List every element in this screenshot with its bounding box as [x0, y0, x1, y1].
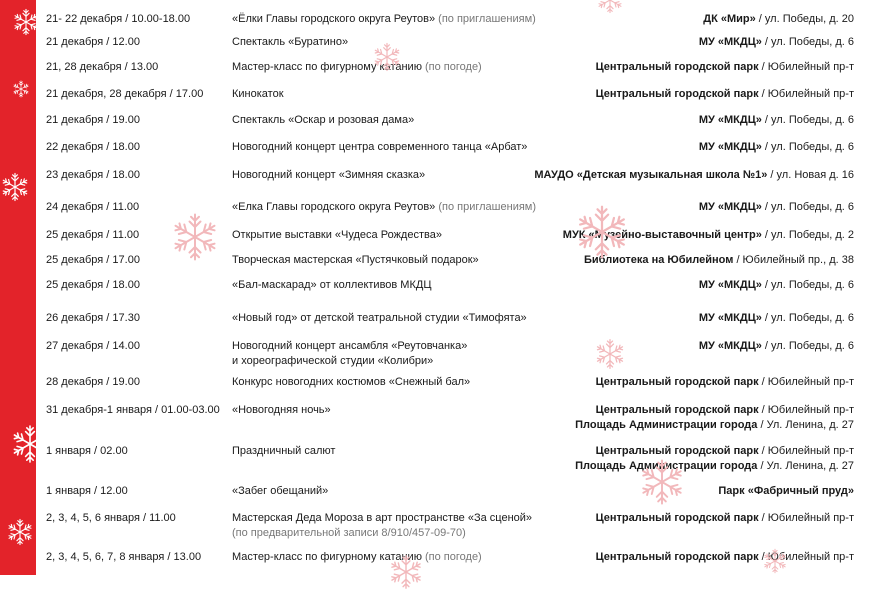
- venue-line: [563, 228, 854, 243]
- venue-name: Центральный городской парк: [595, 551, 759, 563]
- event-line: [232, 87, 562, 102]
- venue-line: [699, 278, 854, 293]
- event-line: [232, 550, 562, 565]
- venue-address: / ул. Победы, д. 6: [761, 36, 854, 48]
- event-line: [232, 113, 562, 128]
- event-title: [232, 375, 562, 390]
- event-venue: [699, 113, 854, 128]
- venue-address: / Юбилейный пр-т: [758, 551, 854, 563]
- event-date: 28 декабря / 19.00: [46, 376, 140, 388]
- event-date: 31 декабря-1 января / 01.00-03.00: [46, 404, 220, 416]
- event-line: [232, 375, 562, 390]
- event-text: «Новогодняя ночь»: [232, 404, 331, 416]
- event-date: 23 декабря / 18.00: [46, 169, 140, 181]
- event-venue: [584, 253, 854, 268]
- event-line: [232, 403, 562, 418]
- event-title: [232, 403, 562, 418]
- event-title: [232, 228, 562, 243]
- event-date: 2, 3, 4, 5, 6 января / 11.00: [46, 512, 176, 524]
- event-note: (по погоде): [421, 551, 482, 563]
- venue-name: Центральный городской парк: [595, 512, 759, 524]
- venue-name: ДК «Мир»: [703, 13, 756, 25]
- venue-name: Центральный городской парк: [595, 61, 759, 73]
- event-date: 21, 28 декабря / 13.00: [46, 61, 159, 73]
- venue-address: / Ул. Ленина, д. 27: [757, 419, 854, 431]
- event-date: 21 декабря / 12.00: [46, 36, 140, 48]
- event-venue: [596, 550, 854, 565]
- event-line: [232, 168, 562, 183]
- event-venue: [699, 278, 854, 293]
- event-title: [232, 60, 562, 75]
- event-title: [232, 311, 562, 326]
- event-line: [232, 253, 562, 268]
- event-line: [232, 311, 562, 326]
- event-line: [232, 339, 562, 354]
- event-venue: [699, 35, 854, 50]
- venue-name: МУ «МКДЦ»: [698, 201, 762, 213]
- venue-address: / ул. Победы, д. 6: [761, 141, 854, 153]
- venue-name: Площадь Администрации города: [575, 419, 758, 431]
- venue-name: МУК «Музейно-выставочный центр»: [562, 229, 762, 241]
- venue-line: [699, 311, 854, 326]
- venue-address: / ул. Победы, д. 6: [761, 114, 854, 126]
- venue-name: МУ «МКДЦ»: [698, 141, 762, 153]
- venue-line: [596, 511, 854, 526]
- venue-name: Центральный городской парк: [595, 88, 759, 100]
- event-venue: [575, 403, 854, 433]
- venue-name: МУ «МКДЦ»: [698, 340, 762, 352]
- event-text: Мастер-класс по фигурному катанию: [232, 551, 422, 563]
- event-line: [232, 60, 562, 75]
- event-venue: [699, 339, 854, 354]
- venue-line: [596, 375, 854, 390]
- venue-name: Центральный городской парк: [595, 376, 759, 388]
- event-line: [232, 140, 562, 155]
- event-venue: [596, 60, 854, 75]
- event-text: Конкурс новогодних костюмов «Снежный бал»: [232, 376, 471, 388]
- event-title: [232, 550, 562, 565]
- event-date: 22 декабря / 18.00: [46, 141, 140, 153]
- event-note: (по приглашениям): [435, 13, 536, 25]
- venue-address: / Юбилейный пр-т: [758, 376, 854, 388]
- venue-line: [575, 444, 854, 459]
- event-line: [232, 444, 562, 459]
- event-note: (по приглашениям): [435, 201, 537, 213]
- venue-line: [718, 484, 854, 499]
- venue-name: МУ «МКДЦ»: [698, 312, 762, 324]
- event-date: 1 января / 12.00: [46, 485, 128, 497]
- event-text: Новогодний концерт центра современного танца «Арбат»: [232, 141, 528, 153]
- event-title: [232, 484, 562, 499]
- event-venue: [596, 87, 854, 102]
- venue-address: / ул. Новая д. 16: [767, 169, 854, 181]
- event-line: [232, 278, 562, 293]
- event-title: [232, 511, 562, 541]
- event-date: 1 января / 02.00: [46, 445, 128, 457]
- venue-address: / Юбилейный пр-т: [758, 445, 854, 457]
- event-line: [232, 511, 562, 526]
- event-text: Праздничный салют: [232, 445, 336, 457]
- event-title: [232, 444, 562, 459]
- venue-address: / Юбилейный пр-т: [758, 61, 854, 73]
- event-date: 24 декабря / 11.00: [46, 201, 140, 213]
- event-line: [232, 228, 562, 243]
- event-venue: [563, 228, 854, 243]
- venue-address: / ул. Победы, д. 6: [761, 279, 854, 291]
- event-text: Мастер-класс по фигурному катанию: [232, 61, 422, 73]
- event-text: Спектакль «Буратино»: [232, 36, 349, 48]
- event-venue: [718, 484, 854, 499]
- venue-line: [596, 60, 854, 75]
- venue-address: / ул. Победы, д. 6: [761, 312, 854, 324]
- event-text: Кинокаток: [232, 88, 284, 100]
- event-date: 21- 22 декабря / 10.00-18.00: [46, 13, 191, 25]
- venue-line: [699, 35, 854, 50]
- venue-name: МУ «МКДЦ»: [698, 36, 762, 48]
- event-text: Творческая мастерская «Пустячковый подарок»: [232, 254, 479, 266]
- event-line: [232, 200, 562, 215]
- event-text: «Новый год» от детской театральной студии «Тимофята»: [232, 312, 527, 324]
- event-venue: [699, 311, 854, 326]
- event-note: (по предварительной записи 8/910/457-09-70): [232, 527, 466, 539]
- venue-name: Центральный городской парк: [595, 445, 759, 457]
- venue-line: [699, 339, 854, 354]
- venue-name: Центральный городской парк: [595, 404, 759, 416]
- event-date: 21 декабря / 19.00: [46, 114, 140, 126]
- event-date: 21 декабря, 28 декабря / 17.00: [46, 88, 204, 100]
- event-title: [232, 140, 562, 155]
- event-venue: [699, 140, 854, 155]
- venue-line: [596, 87, 854, 102]
- event-venue: [534, 168, 854, 183]
- event-date: 25 декабря / 17.00: [46, 254, 140, 266]
- event-venue: [575, 444, 854, 474]
- event-text: «Елка Главы городского округа Реутов»: [232, 201, 436, 213]
- event-title: [232, 35, 562, 50]
- venue-address: / Юбилейный пр-т: [758, 88, 854, 100]
- event-text: «Забег обещаний»: [232, 485, 329, 497]
- event-text: Спектакль «Оскар и розовая дама»: [232, 114, 415, 126]
- venue-line: [575, 459, 854, 474]
- event-venue: [703, 12, 854, 27]
- event-text: «Ёлки Главы городского округа Реутов»: [232, 13, 436, 25]
- venue-line: [703, 12, 854, 27]
- venue-line: [575, 403, 854, 418]
- event-text: и хореографической студии «Колибри»: [232, 355, 434, 367]
- venue-address: / Юбилейный пр., д. 38: [733, 254, 854, 266]
- venue-name: Площадь Администрации города: [575, 460, 758, 472]
- event-title: [232, 339, 562, 369]
- event-date: 2, 3, 4, 5, 6, 7, 8 января / 13.00: [46, 551, 202, 563]
- event-title: [232, 113, 562, 128]
- event-venue: [699, 200, 854, 215]
- event-text: Новогодний концерт ансамбля «Реутовчанка»: [232, 340, 468, 352]
- event-text: Открытие выставки «Чудеса Рождества»: [232, 229, 442, 241]
- event-date: 25 декабря / 18.00: [46, 279, 140, 291]
- venue-line: [534, 168, 854, 183]
- venue-name: Парк «Фабричный пруд»: [718, 485, 854, 497]
- venue-address: / ул. Победы, д. 20: [755, 13, 854, 25]
- event-title: [232, 253, 562, 268]
- venue-name: МУ «МКДЦ»: [698, 279, 762, 291]
- event-line: [232, 526, 562, 541]
- event-title: [232, 278, 562, 293]
- event-venue: [596, 375, 854, 390]
- venue-line: [575, 418, 854, 433]
- venue-address: / Юбилейный пр-т: [758, 512, 854, 524]
- event-title: [232, 168, 562, 183]
- event-line: [232, 484, 562, 499]
- venue-line: [699, 200, 854, 215]
- event-line: [232, 354, 562, 369]
- event-date: 27 декабря / 14.00: [46, 340, 140, 352]
- venue-line: [584, 253, 854, 268]
- event-text: Мастерская Деда Мороза в арт пространстве «За сценой»: [232, 512, 533, 524]
- venue-address: / ул. Победы, д. 2: [761, 229, 854, 241]
- venue-address: / ул. Победы, д. 6: [761, 340, 854, 352]
- venue-line: [596, 550, 854, 565]
- event-line: [232, 35, 562, 50]
- event-title: [232, 12, 562, 27]
- venue-line: [699, 140, 854, 155]
- event-title: [232, 200, 562, 215]
- event-note: (по погоде): [421, 61, 482, 73]
- event-line: [232, 12, 562, 27]
- venue-name: МУ «МКДЦ»: [698, 114, 762, 126]
- event-text: Новогодний концерт «Зимняя сказка»: [232, 169, 426, 181]
- venue-line: [699, 113, 854, 128]
- event-text: «Бал-маскарад» от коллективов МКДЦ: [232, 279, 432, 291]
- venue-name: МАУДО «Детская музыкальная школа №1»: [534, 169, 768, 181]
- venue-name: Библиотека на Юбилейном: [584, 254, 734, 266]
- event-venue: [596, 511, 854, 526]
- venue-address: / Юбилейный пр-т: [758, 404, 854, 416]
- venue-address: / ул. Победы, д. 6: [761, 201, 854, 213]
- event-date: 25 декабря / 11.00: [46, 229, 140, 241]
- event-date: 26 декабря / 17.30: [46, 312, 140, 324]
- venue-address: / Ул. Ленина, д. 27: [757, 460, 854, 472]
- event-title: [232, 87, 562, 102]
